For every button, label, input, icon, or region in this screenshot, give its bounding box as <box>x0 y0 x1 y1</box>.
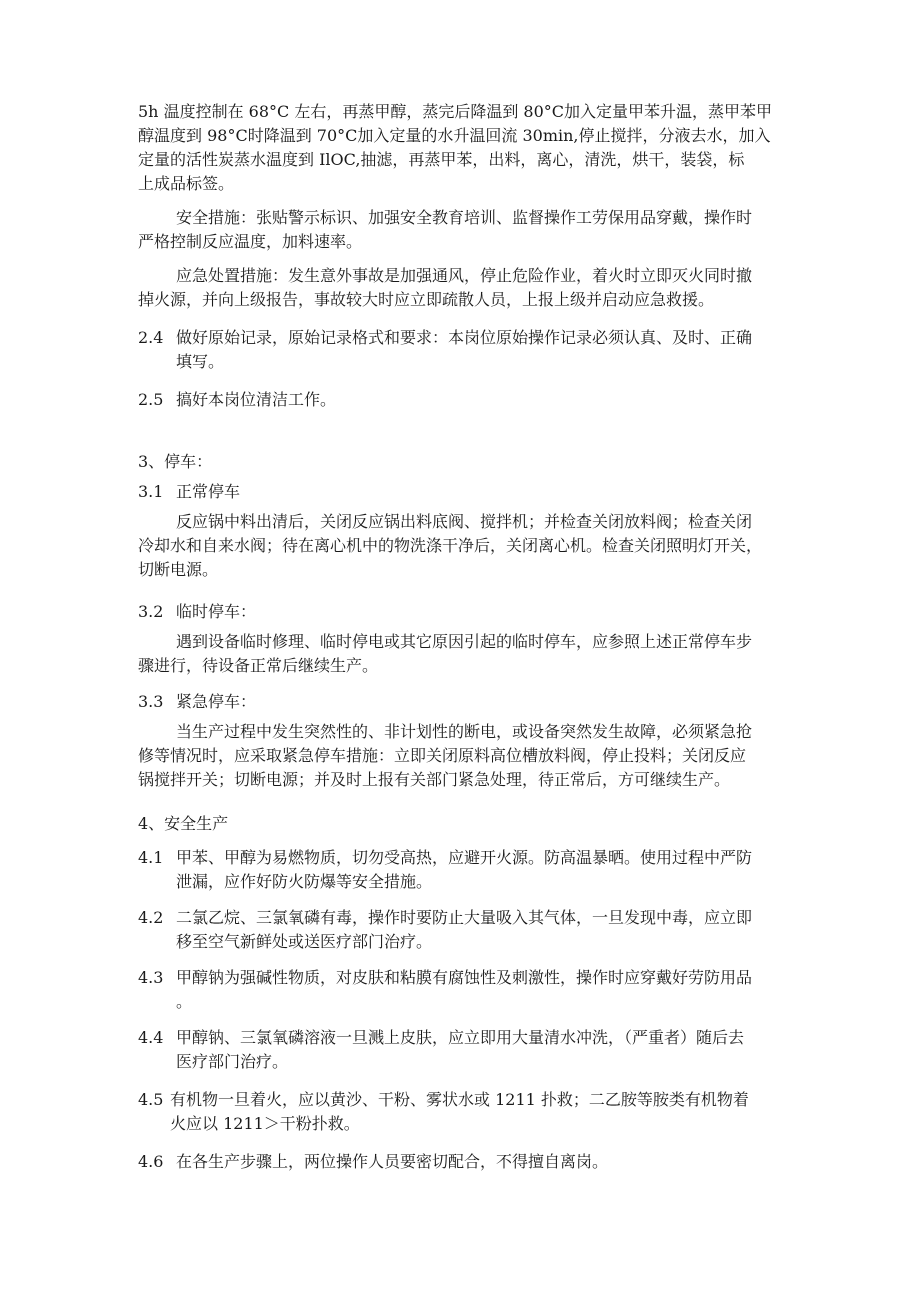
item-4-5 <box>138 1088 788 1136</box>
paragraph-line: 锅搅拌开关；切断电源；并及时上报有关部门紧急处理，待正常后，方可继续生产。 <box>138 770 731 789</box>
item-4-3 <box>138 966 788 1014</box>
item-number: 3.3 <box>138 692 164 711</box>
item-4-4 <box>138 1026 788 1074</box>
paragraph-line: 遇到设备临时修理、临时停电或其它原因引起的临时停车，应参照上述正常停车步 <box>176 632 753 651</box>
section-title: 3、停车： <box>138 452 213 471</box>
item-text-continued: 火应以 1211＞干粉扑救。 <box>170 1114 360 1133</box>
item-3-1-body <box>138 510 788 582</box>
item-text: 甲醇钠、三氯氧磷溶液一旦溅上皮肤，应立即用大量清水冲洗，（严重者）随后去 <box>176 1028 745 1047</box>
item-number: 4.6 <box>138 1152 164 1171</box>
item-number: 4.2 <box>138 908 164 927</box>
item-number: 3.1 <box>138 482 164 501</box>
item-text-continued: 填写。 <box>176 352 225 371</box>
item-number: 4.5 <box>138 1090 164 1109</box>
paragraph-line: 当生产过程中发生突然性的、非计划性的断电，或设备突然发生故障，必须紧急抢 <box>176 722 753 741</box>
item-4-6 <box>138 1150 788 1174</box>
item-text: 甲苯、甲醇为易燃物质，切勿受高热，应避开火源。防高温暴晒。使用过程中严防 <box>176 848 753 867</box>
item-number: 2.5 <box>138 390 164 409</box>
item-text: 搞好本岗位清洁工作。 <box>176 390 337 409</box>
item-text-continued: 医疗部门治疗。 <box>176 1052 289 1071</box>
section-4-heading <box>138 812 788 836</box>
paragraph-line: 安全措施：张贴警示标识、加强安全教育培训、监督操作工劳保用品穿戴，操作时 <box>176 208 753 227</box>
paragraph-line: 反应锅中料出清后，关闭反应锅出料底阀、搅拌机；并检查关闭放料阀；检查关闭 <box>176 512 753 531</box>
item-3-3-body <box>138 720 788 792</box>
item-text-continued: 。 <box>176 992 193 1011</box>
item-3-2-body <box>138 630 788 678</box>
item-text-continued: 泄漏，应作好防火防爆等安全措施。 <box>176 872 433 891</box>
item-4-1 <box>138 846 788 894</box>
paragraph-line: 严格控制反应温度，加料速率。 <box>138 232 363 251</box>
item-title: 临时停车： <box>176 602 257 621</box>
item-title: 正常停车 <box>176 482 241 501</box>
item-text: 在各生产步骤上，两位操作人员要密切配合，不得擅自离岗。 <box>176 1152 609 1171</box>
item-2-4 <box>138 326 788 374</box>
item-4-2 <box>138 906 788 954</box>
section-3-heading <box>138 450 788 474</box>
item-2-5 <box>138 388 788 412</box>
paragraph-line: 切断电源。 <box>138 560 219 579</box>
paragraph-line: 定量的活性炭蒸水温度到 IlOC,抽滤，再蒸甲苯，出料，离心，清洗，烘干，装袋，标 <box>138 150 745 169</box>
item-3-2 <box>138 600 788 624</box>
paragraph-line: 修等情况时，应采取紧急停车措施：立即关闭原料高位槽放料阀，停止投料；关闭反应 <box>138 746 747 765</box>
item-text: 做好原始记录，原始记录格式和要求：本岗位原始操作记录必须认真、及时、正确 <box>176 328 753 347</box>
item-number: 3.2 <box>138 602 164 621</box>
paragraph-line: 5h 温度控制在 68°C 左右，再蒸甲醇，蒸完后降温到 80°C加入定量甲苯升温，蒸甲苯甲 <box>138 102 773 121</box>
paragraph-line: 醇温度到 98°C时降温到 70°C加入定量的水升温回流 30min,停止搅拌，分液去水，加入 <box>138 126 771 145</box>
item-text-continued: 移至空气新鲜处或送医疗部门治疗。 <box>176 932 433 951</box>
item-title: 紧急停车： <box>176 692 257 711</box>
item-number: 4.1 <box>138 848 164 867</box>
item-text: 有机物一旦着火，应以黄沙、干粉、雾状水或 1211 扑救；二乙胺等胺类有机物着 <box>170 1090 749 1109</box>
process-paragraph <box>138 100 788 196</box>
paragraph-line: 骤进行，待设备正常后继续生产。 <box>138 656 379 675</box>
emergency-measures-paragraph <box>138 264 788 312</box>
item-number: 4.4 <box>138 1028 164 1047</box>
paragraph-line: 上成品标签。 <box>138 174 235 193</box>
paragraph-line: 冷却水和自来水阀；待在离心机中的物洗涤干净后，关闭离心机。检查关闭照明灯开关， <box>138 536 763 555</box>
item-number: 4.3 <box>138 968 164 987</box>
item-3-1 <box>138 480 788 504</box>
item-number: 2.4 <box>138 328 164 347</box>
paragraph-line: 应急处置措施：发生意外事故是加强通风，停止危险作业，着火时立即灭火同时撤 <box>176 266 753 285</box>
item-text: 甲醇钠为强碱性物质，对皮肤和粘膜有腐蚀性及刺激性，操作时应穿戴好劳防用品 <box>176 968 753 987</box>
item-text: 二氯乙烷、三氯氧磷有毒，操作时要防止大量吸入其气体，一旦发现中毒，应立即 <box>176 908 753 927</box>
safety-measures-paragraph <box>138 206 788 254</box>
section-title: 4、安全生产 <box>138 814 229 833</box>
paragraph-line: 掉火源，并向上级报告，事故较大时应立即疏散人员，上报上级并启动应急救援。 <box>138 290 715 309</box>
item-3-3 <box>138 690 788 714</box>
